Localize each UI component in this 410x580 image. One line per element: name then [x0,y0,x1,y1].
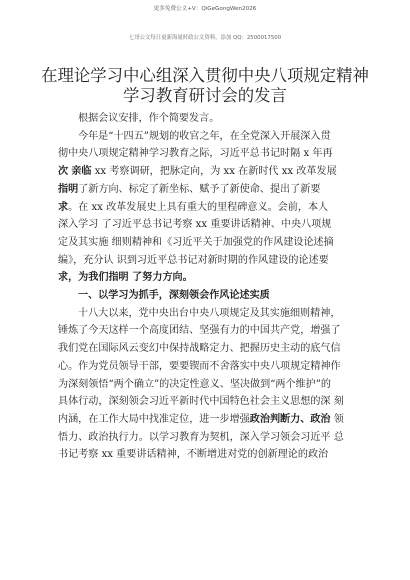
body-text-line [58,110,354,128]
bold-text: 求 [58,272,69,284]
text-run: 书记考察 xx 重要讲话精神，不断增进对党的创新理论的政治 [58,449,329,461]
body-text-line [58,216,354,234]
body-text-line [58,181,354,199]
body-text-line [58,322,354,340]
body-text-line [58,145,354,163]
body-text-line [58,269,354,287]
text-run: 我们党在国际风云变幻中保持战略定力、把握历史主动的底气信 [58,343,341,355]
bold-text: 了努力方向。 [128,272,193,284]
bold-text: 指明 [58,183,79,195]
text-run: 悟力、政治执行力。以学习教育为契机，深入学习领会习近平 总 [58,431,344,443]
body-text-line [58,358,354,376]
document-title-line-2: 学习教育研讨会的发言 [123,86,287,105]
text-run: 内涵，在工作大局中找准定位，进一步增强 [58,413,250,425]
body-text-line [58,446,354,464]
text-run: 。在 xx 改革发展史上具有重大的里程碑意义。会前，本人 [68,201,329,213]
text-run: 为深刻领悟“两个确立”的决定性意义、坚决做到“两个维护”的 [58,378,331,390]
body-text-line [58,340,354,358]
bold-text: 次 [58,166,69,178]
section-heading [58,287,354,305]
bold-text: ，为我们 [68,272,109,284]
bold-text: 求 [58,201,69,213]
bold-text: 指明 [108,272,129,284]
body-text-line [58,393,354,411]
text-run: 彻中央八项规定精神学习教育之际，习近平总书记时隔 x 年再 [58,148,333,160]
document-title-line-1: 在理论学习中心组深入贯彻中央八项规定精神 [41,66,369,85]
text-run: 定及其实施 细则精神和《习近平关于加强党的作风建设论述摘 [58,236,334,248]
text-run: 深入学习 了习近平总书记考察 xx 重要讲话精神、中央八项规 [58,219,332,231]
bold-text: 政治判断力、政治 [249,413,331,425]
text-run: 锤炼了今天这样一个高度团结、坚强有力的中国共产党，增强了 [58,325,341,337]
body-text-line [58,305,354,323]
page-header-notice: 七哥公文每日更新海量时政公文资料，添加 QQ：2500017500 [128,35,282,41]
text-run: 具体行动，深刻领会习近平新时代中国特色社会主义思想的深 刻 [58,396,344,408]
body-text-line [58,429,354,447]
body-text-line [58,411,354,429]
body-text-line [58,163,354,181]
text-run: 心。作为党员领导干部，要要锲而不舍落实中央八项规定精神作 [58,360,341,372]
text-run: 领 [330,413,344,425]
bold-text: 亲临 [71,166,92,178]
text-run: 十八大以来，党中央出台中央八项规定及其实施细则精神， [78,307,341,319]
body-text-line [58,234,354,252]
body-text-line [58,199,354,217]
body-text-line [58,376,354,394]
bold-text: 一、以学习为抓手，深刻领会作风论述实质 [78,290,270,301]
body-text-line [58,128,354,146]
text-run: 了新方向、标定了新坐标、赋予了新使命、提出了新要 [78,183,321,195]
text-run: 编》，充分认 识到习近平总书记对新时期的作风建设的论述要 [58,254,329,266]
text-run: 根据会议安排，作个简要发言。 [78,113,220,124]
body-text-line [58,252,354,270]
text-run: xx 考察调研，把脉定向，为 xx 在新时代 xx 改革发展 [91,166,337,178]
page-header-promo: 更多免费公文+V：QiGeGongWen2026 [153,6,257,12]
text-run: 今年是“十四五”规划的收官之年，在全党深入开展深入贯 [78,130,331,142]
